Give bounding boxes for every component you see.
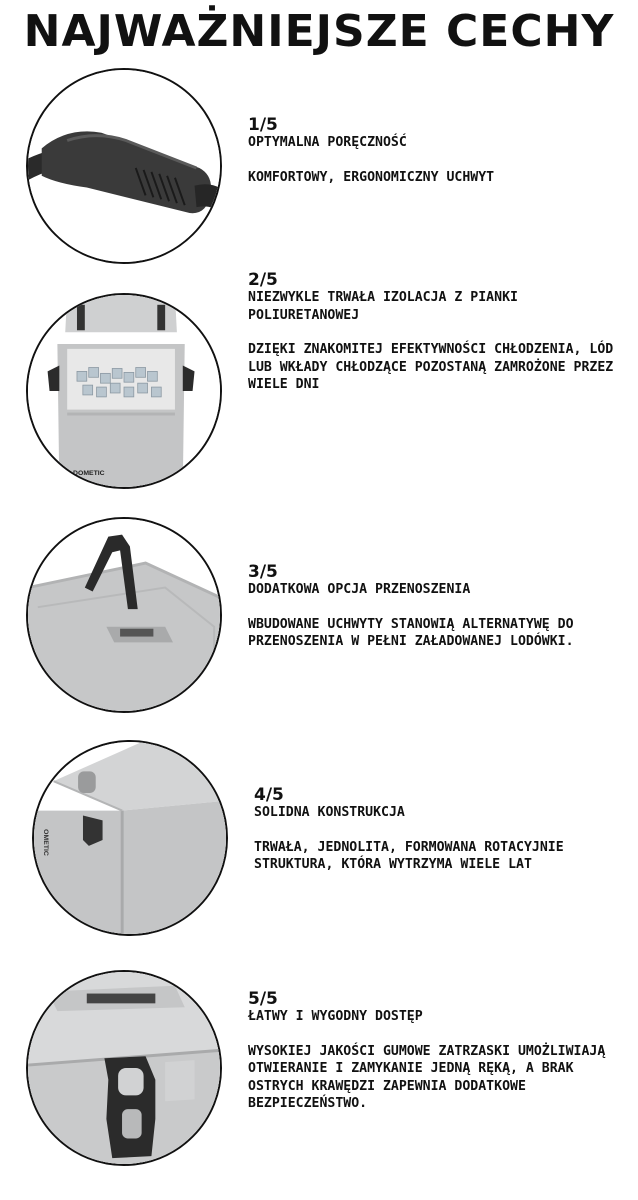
feature-description: WBUDOWANE UCHWYTY STANOWIĄ ALTERNATYWĘ DO PRZENOSZENIA W PEŁNI ZAŁADOWANEJ LODÓWKI.: [248, 616, 574, 649]
brand-logo: OMETIC: [41, 829, 49, 856]
feature-heading: ŁATWY I WYGODNY DOSTĘP: [248, 1009, 423, 1024]
feature-description: TRWAŁA, JEDNOLITA, FORMOWANA ROTACYJNIE STRUKTURA, KTÓRA WYTRZYMA WIELE LAT: [254, 839, 564, 872]
feature-number: 4/5: [254, 785, 284, 805]
feature-heading: NIEZWYKLE TRWAŁA IZOLACJA Z PIANKI POLIURETANOWEJ: [248, 290, 518, 323]
cooler-corner-image: [32, 740, 228, 936]
feature-description: DZIĘKI ZNAKOMITEJ EFEKTYWNOŚCI CHŁODZENIA, LÓD LUB WKŁADY CHŁODZĄCE POZOSTANĄ ZAMROŻONE PRZEZ WIELE DNI: [248, 342, 614, 392]
feature-heading: SOLIDNA KONSTRUKCJA: [254, 805, 405, 820]
latch-closeup-image: [26, 970, 222, 1166]
feature-number: 5/5: [248, 989, 278, 1009]
page-title: NAJWAŻNIEJSZE CECHY: [23, 6, 615, 57]
feature-number: 3/5: [248, 562, 278, 582]
feature-description: KOMFORTOWY, ERGONOMICZNY UCHWYT: [248, 169, 495, 185]
feature-description: WYSOKIEJ JAKOŚCI GUMOWE ZATRZASKI UMOŻLIWIAJĄ OTWIERANIE I ZAMYKANIE JEDNĄ RĘKĄ, A BRAK OSTRYCH KRAWĘDZI ZAPEWNIA DODATKOWE BEZPIECZEŃSTWO.: [248, 1043, 606, 1111]
feature-heading: DODATKOWA OPCJA PRZENOSZENIA: [248, 582, 471, 597]
cooler-open-image: [26, 293, 222, 489]
handle-closeup-image: [26, 68, 222, 264]
carry-strap-image: [26, 517, 222, 713]
feature-number: 1/5: [248, 115, 278, 135]
brand-logo: DOMETIC: [73, 470, 105, 478]
feature-heading: OPTYMALNA PORĘCZNOŚĆ: [248, 135, 407, 150]
feature-number: 2/5: [248, 270, 278, 290]
